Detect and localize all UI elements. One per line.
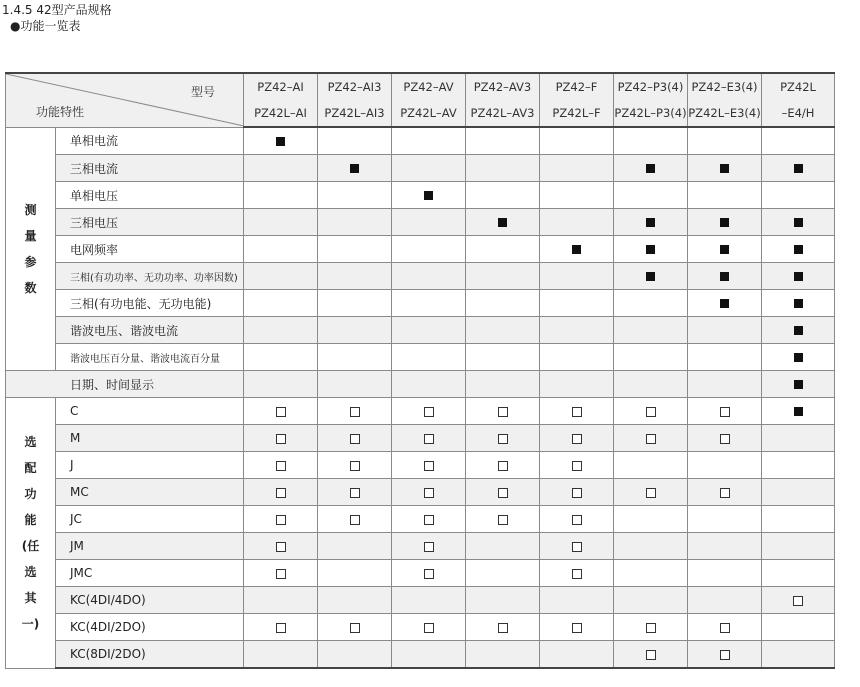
open-square-icon — [350, 434, 360, 444]
feature-cell — [392, 398, 466, 425]
feature-cell — [244, 290, 318, 317]
feature-cell — [318, 209, 392, 236]
feature-cell — [614, 155, 688, 182]
filled-square-icon — [794, 299, 803, 308]
open-square-icon — [350, 407, 360, 417]
feature-cell — [466, 236, 540, 263]
feature-label: 日期、时间显示 — [6, 371, 244, 398]
table-row — [6, 479, 835, 506]
feature-cell — [762, 155, 835, 182]
open-square-icon — [720, 407, 730, 417]
feature-cell — [318, 127, 392, 155]
feature-cell — [318, 317, 392, 344]
open-square-icon — [424, 569, 434, 579]
feature-cell — [762, 127, 835, 155]
feature-label: J — [56, 452, 244, 479]
feature-cell — [244, 182, 318, 209]
feature-cell — [688, 236, 762, 263]
feature-cell — [614, 614, 688, 641]
feature-label: 三相电流 — [56, 155, 244, 182]
feature-cell — [244, 127, 318, 155]
feature-cell — [244, 506, 318, 533]
open-square-icon — [350, 488, 360, 498]
feature-cell — [614, 452, 688, 479]
model-header-line2: –E4/H — [762, 100, 835, 127]
feature-cell — [762, 263, 835, 290]
feature-cell — [244, 560, 318, 587]
feature-cell — [540, 452, 614, 479]
feature-cell — [614, 263, 688, 290]
feature-label: 三相(有功电能、无功电能) — [56, 290, 244, 317]
feature-cell — [318, 344, 392, 371]
feature-cell — [614, 587, 688, 614]
model-header-line1: PZ42–E3(4) — [688, 73, 762, 100]
feature-cell — [392, 263, 466, 290]
table-row — [6, 290, 835, 317]
feature-cell — [466, 614, 540, 641]
corner-model-label: 型号 — [190, 85, 215, 99]
feature-cell — [392, 317, 466, 344]
feature-cell — [540, 317, 614, 344]
feature-cell — [688, 425, 762, 452]
feature-cell — [614, 344, 688, 371]
model-header-line1: PZ42–F — [540, 73, 614, 100]
feature-cell — [318, 290, 392, 317]
feature-cell — [762, 479, 835, 506]
feature-cell — [392, 479, 466, 506]
feature-cell — [318, 398, 392, 425]
feature-label: KC(4DI/4DO) — [56, 587, 244, 614]
open-square-icon — [720, 650, 730, 660]
model-header-line2: PZ42L–AI — [244, 100, 318, 127]
feature-cell — [614, 317, 688, 344]
feature-cell — [762, 425, 835, 452]
feature-cell — [466, 344, 540, 371]
feature-cell — [614, 506, 688, 533]
feature-cell — [762, 236, 835, 263]
feature-cell — [466, 290, 540, 317]
open-square-icon — [498, 434, 508, 444]
feature-cell — [466, 263, 540, 290]
open-square-icon — [646, 434, 656, 444]
feature-cell — [244, 263, 318, 290]
feature-cell — [392, 371, 466, 398]
feature-label: MC — [56, 479, 244, 506]
feature-cell — [244, 587, 318, 614]
feature-cell — [318, 236, 392, 263]
open-square-icon — [498, 461, 508, 471]
feature-cell — [540, 614, 614, 641]
open-square-icon — [572, 461, 582, 471]
open-square-icon — [498, 515, 508, 525]
feature-cell — [318, 641, 392, 669]
open-square-icon — [276, 542, 286, 552]
feature-cell — [244, 398, 318, 425]
open-square-icon — [572, 434, 582, 444]
model-header-line2: PZ42L–E3(4) — [688, 100, 762, 127]
feature-label: JM — [56, 533, 244, 560]
feature-cell — [318, 371, 392, 398]
filled-square-icon — [646, 218, 655, 227]
open-square-icon — [572, 407, 582, 417]
feature-cell — [244, 209, 318, 236]
feature-label: 谐波电压百分量、谐波电流百分量 — [56, 344, 244, 371]
feature-cell — [688, 452, 762, 479]
feature-cell — [318, 479, 392, 506]
open-square-icon — [350, 623, 360, 633]
filled-square-icon — [794, 326, 803, 335]
filled-square-icon — [720, 272, 729, 281]
feature-cell — [540, 533, 614, 560]
feature-cell — [540, 344, 614, 371]
feature-cell — [688, 209, 762, 236]
open-square-icon — [498, 407, 508, 417]
feature-cell — [244, 371, 318, 398]
feature-label: KC(8DI/2DO) — [56, 641, 244, 669]
feature-cell — [688, 371, 762, 398]
open-square-icon — [572, 488, 582, 498]
table-row — [6, 182, 835, 209]
filled-square-icon — [720, 218, 729, 227]
feature-cell — [688, 506, 762, 533]
feature-cell — [614, 425, 688, 452]
filled-square-icon — [424, 191, 433, 200]
feature-cell — [244, 236, 318, 263]
filled-square-icon — [794, 218, 803, 227]
feature-cell — [540, 263, 614, 290]
table-row — [6, 371, 835, 398]
feature-cell — [540, 425, 614, 452]
table-caption: ●功能一览表 — [10, 19, 81, 33]
open-square-icon — [572, 623, 582, 633]
feature-cell — [762, 317, 835, 344]
feature-cell — [244, 317, 318, 344]
feature-cell — [244, 344, 318, 371]
group-optional-functions: 选 配 功 能 (任 选 其 一) — [6, 398, 56, 669]
model-header-line1: PZ42–AV — [392, 73, 466, 100]
table-row — [6, 398, 835, 425]
table-row — [6, 614, 835, 641]
feature-cell — [762, 371, 835, 398]
group-measure-params: 测 量 参 数 — [6, 127, 56, 371]
corner-header — [6, 73, 244, 127]
feature-cell — [688, 263, 762, 290]
feature-cell — [540, 155, 614, 182]
open-square-icon — [424, 515, 434, 525]
feature-cell — [466, 425, 540, 452]
feature-cell — [466, 560, 540, 587]
feature-label: KC(4DI/2DO) — [56, 614, 244, 641]
open-square-icon — [350, 515, 360, 525]
open-square-icon — [720, 434, 730, 444]
table-row — [6, 209, 835, 236]
feature-cell — [392, 641, 466, 669]
feature-cell — [762, 614, 835, 641]
feature-label: 单相电流 — [56, 127, 244, 155]
filled-square-icon — [720, 164, 729, 173]
feature-cell — [688, 317, 762, 344]
open-square-icon — [424, 542, 434, 552]
open-square-icon — [350, 461, 360, 471]
section-title: 1.4.5 42型产品规格 — [2, 3, 112, 17]
feature-cell — [392, 209, 466, 236]
feature-cell — [466, 182, 540, 209]
feature-cell — [318, 587, 392, 614]
feature-cell — [392, 560, 466, 587]
feature-label: M — [56, 425, 244, 452]
model-header-line2: PZ42L–AV3 — [466, 100, 540, 127]
feature-cell — [392, 155, 466, 182]
feature-cell — [614, 479, 688, 506]
open-square-icon — [424, 434, 434, 444]
model-header-line1: PZ42–AI — [244, 73, 318, 100]
feature-cell — [540, 641, 614, 669]
feature-cell — [540, 290, 614, 317]
open-square-icon — [646, 407, 656, 417]
open-square-icon — [720, 623, 730, 633]
open-square-icon — [793, 596, 803, 606]
feature-cell — [688, 127, 762, 155]
feature-cell — [762, 452, 835, 479]
open-square-icon — [424, 461, 434, 471]
feature-cell — [762, 182, 835, 209]
open-square-icon — [424, 488, 434, 498]
feature-cell — [540, 560, 614, 587]
filled-square-icon — [572, 245, 581, 254]
feature-cell — [614, 290, 688, 317]
open-square-icon — [276, 488, 286, 498]
feature-cell — [318, 263, 392, 290]
feature-cell — [762, 506, 835, 533]
model-header-line2: PZ42L–P3(4) — [614, 100, 688, 127]
table-row — [6, 533, 835, 560]
table-row — [6, 263, 835, 290]
feature-cell — [762, 398, 835, 425]
table-row — [6, 155, 835, 182]
model-header-line1: PZ42–P3(4) — [614, 73, 688, 100]
feature-cell — [614, 127, 688, 155]
table-row — [6, 506, 835, 533]
feature-cell — [318, 614, 392, 641]
feature-cell — [762, 560, 835, 587]
feature-cell — [244, 452, 318, 479]
function-table — [5, 72, 835, 669]
header-row-1 — [6, 73, 835, 100]
feature-cell — [762, 587, 835, 614]
feature-cell — [688, 290, 762, 317]
feature-cell — [688, 479, 762, 506]
filled-square-icon — [350, 164, 359, 173]
feature-cell — [762, 344, 835, 371]
feature-cell — [318, 452, 392, 479]
open-square-icon — [276, 515, 286, 525]
table-row — [6, 317, 835, 344]
feature-cell — [540, 127, 614, 155]
feature-cell — [244, 425, 318, 452]
table-row — [6, 344, 835, 371]
open-square-icon — [276, 461, 286, 471]
feature-cell — [392, 236, 466, 263]
feature-label: 三相电压 — [56, 209, 244, 236]
feature-cell — [614, 371, 688, 398]
feature-cell — [466, 506, 540, 533]
feature-cell — [244, 533, 318, 560]
table-row — [6, 560, 835, 587]
feature-cell — [540, 182, 614, 209]
feature-cell — [614, 209, 688, 236]
feature-cell — [762, 533, 835, 560]
feature-cell — [688, 641, 762, 669]
feature-cell — [466, 398, 540, 425]
feature-cell — [614, 533, 688, 560]
feature-cell — [614, 398, 688, 425]
table-row — [6, 587, 835, 614]
feature-cell — [688, 398, 762, 425]
filled-square-icon — [646, 164, 655, 173]
feature-cell — [466, 209, 540, 236]
feature-cell — [392, 614, 466, 641]
feature-cell — [466, 479, 540, 506]
feature-cell — [762, 641, 835, 669]
feature-cell — [244, 155, 318, 182]
filled-square-icon — [794, 380, 803, 389]
feature-cell — [466, 641, 540, 669]
open-square-icon — [276, 434, 286, 444]
feature-cell — [614, 182, 688, 209]
feature-cell — [540, 587, 614, 614]
open-square-icon — [276, 623, 286, 633]
feature-label: 三相(有功功率、无功功率、功率因数) — [56, 263, 244, 290]
feature-cell — [318, 155, 392, 182]
open-square-icon — [424, 623, 434, 633]
feature-cell — [466, 127, 540, 155]
feature-label: JMC — [56, 560, 244, 587]
feature-label: JC — [56, 506, 244, 533]
feature-cell — [466, 533, 540, 560]
feature-cell — [466, 587, 540, 614]
filled-square-icon — [794, 272, 803, 281]
feature-cell — [540, 479, 614, 506]
feature-cell — [614, 236, 688, 263]
feature-label: C — [56, 398, 244, 425]
feature-cell — [392, 452, 466, 479]
table-row — [6, 452, 835, 479]
filled-square-icon — [646, 245, 655, 254]
filled-square-icon — [720, 245, 729, 254]
feature-cell — [318, 533, 392, 560]
feature-cell — [392, 425, 466, 452]
feature-cell — [688, 155, 762, 182]
model-header-line1: PZ42–AV3 — [466, 73, 540, 100]
open-square-icon — [498, 488, 508, 498]
feature-label: 谐波电压、谐波电流 — [56, 317, 244, 344]
open-square-icon — [646, 623, 656, 633]
model-header-line2: PZ42L–AI3 — [318, 100, 392, 127]
model-header-line2: PZ42L–F — [540, 100, 614, 127]
feature-cell — [540, 506, 614, 533]
filled-square-icon — [794, 407, 803, 416]
feature-cell — [466, 371, 540, 398]
open-square-icon — [572, 515, 582, 525]
feature-cell — [688, 344, 762, 371]
model-header-line1: PZ42–AI3 — [318, 73, 392, 100]
open-square-icon — [424, 407, 434, 417]
feature-cell — [688, 533, 762, 560]
open-square-icon — [720, 488, 730, 498]
feature-cell — [466, 452, 540, 479]
feature-cell — [540, 236, 614, 263]
feature-cell — [392, 127, 466, 155]
filled-square-icon — [794, 353, 803, 362]
feature-cell — [318, 506, 392, 533]
feature-cell — [392, 182, 466, 209]
feature-cell — [392, 533, 466, 560]
feature-cell — [244, 479, 318, 506]
feature-cell — [244, 614, 318, 641]
feature-cell — [540, 371, 614, 398]
filled-square-icon — [646, 272, 655, 281]
feature-cell — [244, 641, 318, 669]
open-square-icon — [276, 407, 286, 417]
filled-square-icon — [276, 137, 285, 146]
feature-cell — [762, 290, 835, 317]
table-row — [6, 236, 835, 263]
feature-cell — [614, 560, 688, 587]
open-square-icon — [572, 569, 582, 579]
feature-cell — [688, 560, 762, 587]
filled-square-icon — [498, 218, 507, 227]
feature-cell — [614, 641, 688, 669]
model-header-line2: PZ42L–AV — [392, 100, 466, 127]
model-header-line1: PZ42L — [762, 73, 835, 100]
table-row — [6, 641, 835, 669]
open-square-icon — [276, 569, 286, 579]
feature-label: 电网频率 — [56, 236, 244, 263]
feature-cell — [540, 209, 614, 236]
feature-cell — [392, 290, 466, 317]
feature-cell — [762, 209, 835, 236]
feature-cell — [392, 506, 466, 533]
feature-cell — [466, 155, 540, 182]
feature-cell — [392, 344, 466, 371]
feature-cell — [318, 425, 392, 452]
table-row — [6, 127, 835, 155]
feature-label: 单相电压 — [56, 182, 244, 209]
open-square-icon — [646, 488, 656, 498]
filled-square-icon — [794, 164, 803, 173]
open-square-icon — [646, 650, 656, 660]
feature-cell — [688, 587, 762, 614]
open-square-icon — [498, 623, 508, 633]
feature-cell — [688, 614, 762, 641]
feature-cell — [318, 182, 392, 209]
feature-cell — [540, 398, 614, 425]
filled-square-icon — [794, 245, 803, 254]
open-square-icon — [572, 542, 582, 552]
feature-cell — [318, 560, 392, 587]
feature-cell — [392, 587, 466, 614]
filled-square-icon — [720, 299, 729, 308]
feature-cell — [688, 182, 762, 209]
corner-feature-label: 功能特性 — [36, 104, 85, 119]
feature-cell — [466, 317, 540, 344]
table-row — [6, 425, 835, 452]
